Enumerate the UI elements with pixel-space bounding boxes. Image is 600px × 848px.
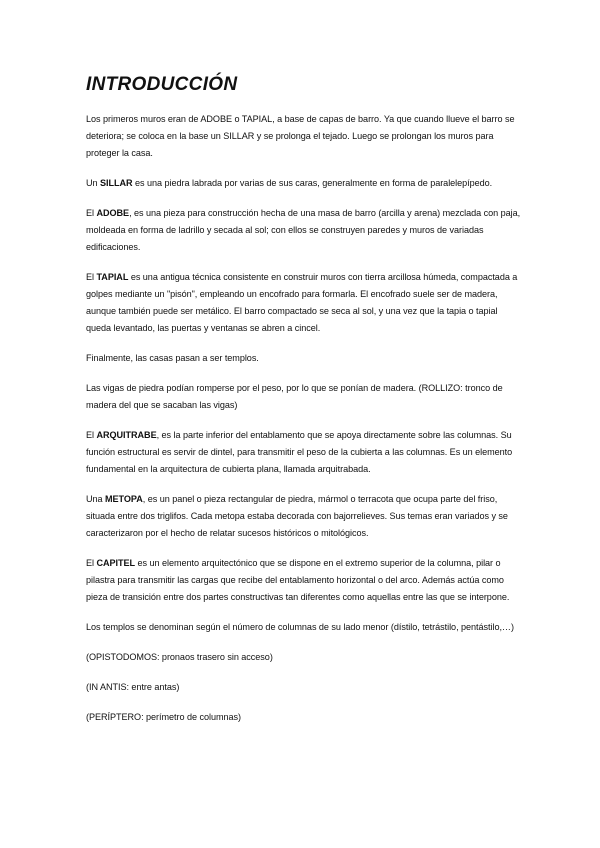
paragraph-text: , es una pieza para construcción hecha de una masa de barro (arcilla y arena) mezclada con paja, moldeada en forma de ladrillo y secada al sol; con ellos se construyen paredes y muros de variadas edificaciones. bbox=[86, 208, 521, 252]
term-arquitrabe: ARQUITRABE bbox=[96, 430, 157, 440]
paragraph-lead: Un bbox=[86, 178, 101, 188]
paragraph-tapial bbox=[86, 269, 522, 337]
paragraph-text: (OPISTODOMOS: pronaos trasero sin acceso) bbox=[86, 652, 273, 662]
paragraph-text: , es un panel o pieza rectangular de piedra, mármol o terracota que ocupa parte del friso, situada entre dos triglifos. Cada metopa estaba decorada con bajorrelieves. Sus temas eran variados y se caracterizaron por el hecho de relatar sucesos históricos o mitológicos. bbox=[86, 494, 508, 538]
term-metopa: METOPA bbox=[105, 494, 143, 504]
paragraph-opistodomos bbox=[86, 649, 522, 666]
document-body bbox=[86, 111, 522, 739]
paragraph-metopa bbox=[86, 491, 522, 542]
term-capitel: CAPITEL bbox=[96, 558, 136, 568]
paragraph-text: es un elemento arquitectónico que se dispone en el extremo superior de la columna, pilar o pilastra para transmitir las cargas que recibe del entablamento horizontal o del arco. Además actúa como pieza de transición entre dos partes constructivas tan diferentes como aquellas entre las que se interpone. bbox=[86, 558, 510, 602]
paragraph-text: Los templos se denominan según el número de columnas de su lado menor (dístilo, tetrástilo, pentástilo,…) bbox=[86, 622, 514, 632]
paragraph-text: es una antigua técnica consistente en construir muros con tierra arcillosa húmeda, compactada a golpes mediante un "pisón", empleando un encofrado para formarla. El encofrado suele ser de madera, aunque también puede ser metálico. El barro compactado se seca al sol, y una vez que la tapia o tapial queda levantado, las puertas y ventanas se abren a cincel. bbox=[86, 272, 518, 333]
paragraph-arquitrabe bbox=[86, 427, 522, 478]
paragraph-lead: Una bbox=[86, 494, 106, 504]
page-title: INTRODUCCIÓN bbox=[86, 74, 238, 95]
paragraph-columnas bbox=[86, 619, 522, 636]
paragraph-sillar bbox=[86, 175, 522, 192]
paragraph-text: (PERÍPTERO: perímetro de columnas) bbox=[86, 712, 241, 722]
paragraph-lead: El bbox=[86, 558, 97, 568]
paragraph-lead: El bbox=[86, 272, 97, 282]
paragraph-vigas bbox=[86, 380, 522, 414]
paragraph-templos bbox=[86, 350, 522, 367]
paragraph-adobe bbox=[86, 205, 522, 256]
paragraph-lead: El bbox=[86, 430, 97, 440]
paragraph-lead: El bbox=[86, 208, 97, 218]
paragraph-text: Las vigas de piedra podían romperse por el peso, por lo que se ponían de madera. (ROLLIZO: tronco de madera del que se sacaban las vigas) bbox=[86, 383, 503, 410]
paragraph-text: Los primeros muros eran de ADOBE o TAPIAL, a base de capas de barro. Ya que cuando llueve el barro se deteriora; se coloca en la base un SILLAR y se prolonga el tejado. Luego se prolongan los muros para proteger la casa. bbox=[86, 114, 515, 158]
term-sillar: SILLAR bbox=[100, 178, 133, 188]
paragraph-capitel bbox=[86, 555, 522, 606]
paragraph-text: es una piedra labrada por varias de sus caras, generalmente en forma de paralelepípedo. bbox=[132, 178, 493, 188]
paragraph-text: Finalmente, las casas pasan a ser templos. bbox=[86, 353, 259, 363]
term-adobe: ADOBE bbox=[96, 208, 130, 218]
term-tapial: TAPIAL bbox=[96, 272, 129, 282]
paragraph-text: , es la parte inferior del entablamento que se apoya directamente sobre las columnas. Su función estructural es servir de dintel, para transmitir el peso de la cubierta a las columnas. Es un elemento fundamental en la arquitectura de cubierta plana, llamada arquitrabada. bbox=[86, 430, 513, 474]
paragraph-text: (IN ANTIS: entre antas) bbox=[86, 682, 180, 692]
paragraph-periptero bbox=[86, 709, 522, 726]
paragraph-in-antis bbox=[86, 679, 522, 696]
paragraph-intro bbox=[86, 111, 522, 162]
